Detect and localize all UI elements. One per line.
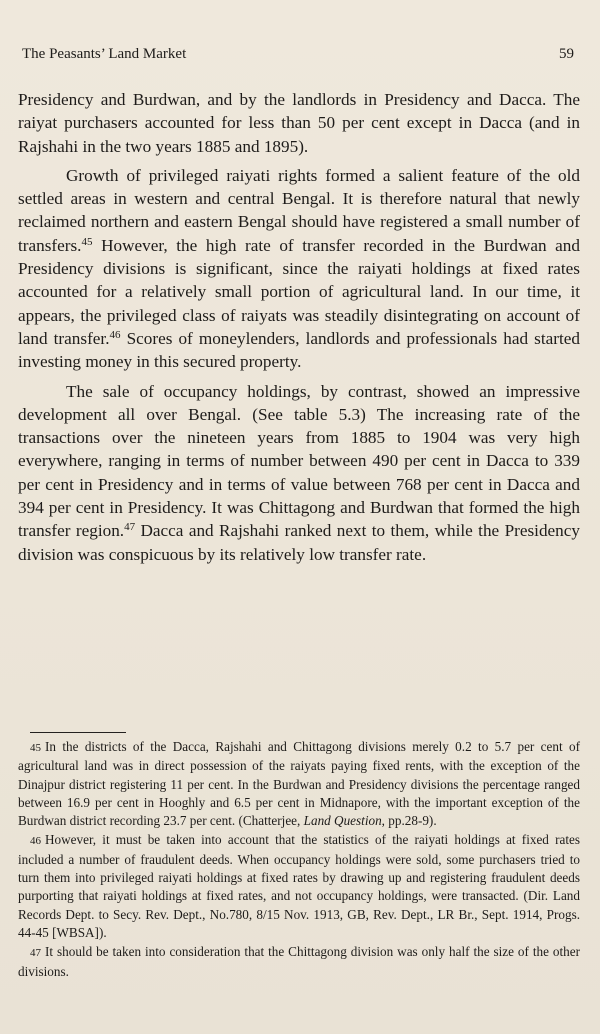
body-text — [18, 88, 580, 566]
running-head — [22, 46, 574, 70]
paragraph-text-part: Dacca and Rajshahi ranked next to them, while the Presidency division was conspicuous by its relatively low transfer rate. — [18, 521, 580, 564]
paragraph-privileged-raiyati-rights — [18, 164, 580, 374]
footnote-number: 46 — [30, 835, 41, 848]
footnote-reference: 46 — [109, 328, 121, 341]
page-number: 59 — [559, 46, 574, 62]
paragraph-text-part: Scores of moneylenders, landlords and professionals had started investing money in this secured property. — [18, 328, 580, 372]
footnotes — [18, 738, 580, 981]
cited-title: Land Question — [303, 813, 382, 829]
paragraph-continuation: Presidency and Burdwan, and by the landlords in Presidency and Dacca. The raiyat purchasers accounted for less than 50 per cent except in Dacca (and in Rajshahi in the two years 1885 and 1895). — [18, 90, 580, 156]
footnote-text: , pp.28-9). — [381, 813, 437, 829]
footnote-47 — [18, 943, 580, 981]
paragraph-text-part: However, the high rate of transfer recorded in the Burdwan and Presidency divisions is significant, since the raiyati holdings at fixed rates accounted for a relatively small portion of agricultural land. In our time, it appears, the privileged class of raiyats was steadily disintegrating on account of land transfer. — [18, 235, 580, 348]
footnote-46 — [18, 831, 580, 942]
footnote-text: In the districts of the Dacca, Rajshahi and Chittagong divisions merely 0.2 to 5.7 per cent of agricultural land was in direct possession of the raiyats paying fixed rents, with the exception of the Dinajpur district registering 11 per cent. In the Burdwan and Presidency divisions the percentage ranged between 16.9 per cent in Hooghly and 6.5 per cent in Midnapore, with the important exception of the Burdwan district recording 23.7 per cent. (Chatterjee, — [18, 739, 580, 829]
footnote-number: 47 — [30, 947, 41, 960]
paragraph-text-part: The sale of occupancy holdings, by contrast, showed an impressive development all over Bengal. (See table 5.3) The increasing rate of the transactions over the nineteen years from 1885 to 1904 was very high everywhere, ranging in terms of number between 490 per cent in Dacca to 339 per cent in Presidency and in terms of value between 768 per cent in Dacca and 394 per cent in Presidency. It was Chittagong and Burdwan that formed the high transfer region. — [18, 381, 580, 541]
paragraph-text-part: Growth of privileged raiyati rights formed a salient feature of the old settled areas in western and central Bengal. It is therefore natural that newly reclaimed northern and eastern Bengal should have registered a small number of transfers. — [18, 165, 580, 255]
footnote-45 — [18, 738, 580, 830]
running-title: The Peasants’ Land Market — [22, 46, 187, 62]
footnote-reference: 47 — [124, 521, 136, 534]
footnote-text: However, it must be taken into account that the statistics of the raiyati holdings at fixed rates included a number of fraudulent deeds. When occupancy holdings were sold, some purchasers tried to turn them into privileged raiyati holdings at fixed rates by drawing up and registering fraudulent deeds purporting that raiyati holdings at fixed rates, and not occupancy holdings, were transacted. (Dir. Land Records Dept. to Secy. Rev. Dept., No.780, 8/15 Nov. 1913, GB, Rev. Dept., LR Br., Sept. 1914, Progs. 44-45 [WBSA]). — [18, 832, 580, 940]
footnote-number: 45 — [30, 742, 41, 754]
footnote-text: It should be taken into consideration that the Chittagong division was only half the size of the other divisions. — [18, 944, 580, 979]
footnote-reference: 45 — [81, 235, 93, 248]
paragraph-occupancy-holdings — [18, 380, 580, 566]
footnote-divider — [30, 732, 126, 733]
